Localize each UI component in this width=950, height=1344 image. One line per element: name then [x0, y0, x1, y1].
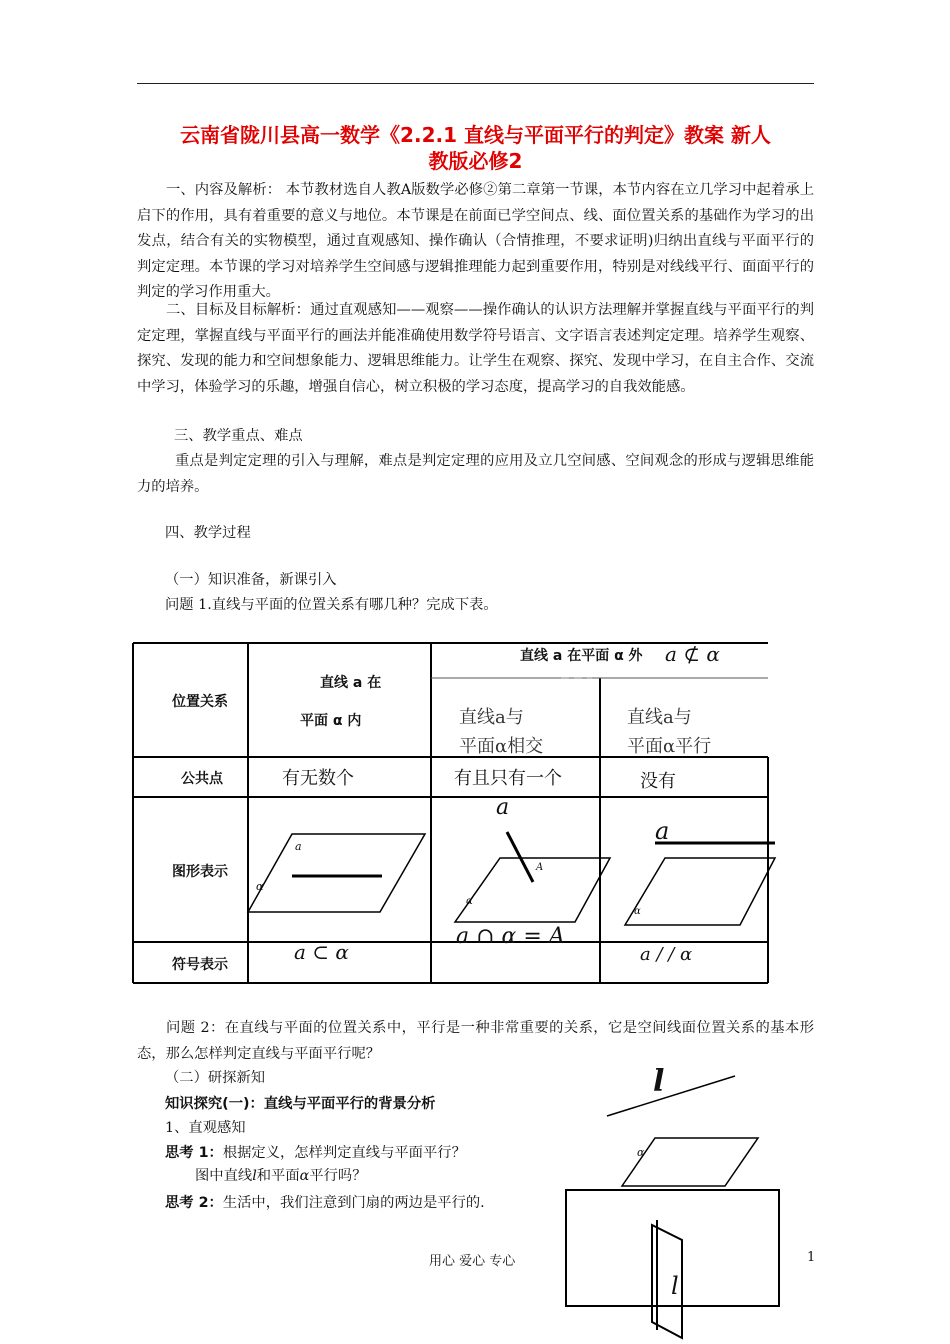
think-1-text2-a: 图中直线	[195, 1168, 253, 1184]
think-1-text: 根据定义，怎样判定直线与平面平行？	[222, 1145, 466, 1161]
label-a: a	[496, 795, 510, 820]
think-1-text2-b: 和平面	[256, 1168, 300, 1184]
row-label-symbol: 符号表示	[172, 957, 228, 973]
label-alpha: α	[256, 880, 264, 893]
section-goals: 二、目标及目标解析：通过直观感知——观察——操作确认的认识方法理解并掌握直线与平面平行的判定定理，掌握直线与平面平行的画法并能准确使用数学符号语言、文字语言表述判定定理。培养学生观察、探究、发现的能力和空间想象能力、逻辑思维能力。让学生在观察、探究、发现中学习，在自主合作、交流中学习，体验学习的乐趣，增强自信心，树立积极的学习态度，提高学习的自我效能感。	[137, 302, 814, 395]
header-parallel-line2: 平面α平行	[627, 736, 712, 757]
think-1-label: 思考 1：	[165, 1145, 223, 1161]
common-points-intersect: 有且只有一个	[454, 768, 562, 789]
item-intuitive-perception: 1、直观感知	[165, 1120, 246, 1136]
header-intersect-line2: 平面α相交	[459, 736, 544, 757]
subsection-explore-heading: （二）研探新知	[165, 1070, 266, 1086]
question-1: 问题 1.直线与平面的位置关系有哪几种？完成下表。	[165, 597, 498, 613]
subsection-preparation-heading: （一）知识准备，新课引入	[165, 572, 337, 588]
label-point-A: A	[536, 862, 544, 873]
label-a: a	[295, 840, 302, 853]
header-outside-plane: 直线 a 在平面 α 外	[520, 648, 643, 664]
header-in-plane-line2: 平面 α 内	[300, 713, 362, 729]
label-alpha: α	[466, 896, 473, 907]
think-2-text: 生活中，我们注意到门扇的两边是平行的.	[222, 1195, 485, 1211]
label-l: l	[653, 1064, 665, 1099]
section-process-heading: 四、教学过程	[165, 525, 251, 541]
think-1-alpha: α	[299, 1168, 310, 1184]
header-in-plane-line1: 直线 a 在	[320, 675, 382, 691]
row-label-position: 位置关系	[172, 694, 228, 710]
common-points-in-plane: 有无数个	[282, 768, 354, 789]
section-key-points-body: 重点是判定定理的引入与理解，难点是判定定理的应用及立几空间感、空间观念的形成与逻辑思维能力的培养。	[137, 453, 814, 495]
header-parallel-line1: 直线a与	[627, 707, 692, 728]
row-label-common-points: 公共点	[181, 771, 223, 787]
knowledge-explore-heading: 知识探究(一)：直线与平面平行的背景分析	[165, 1096, 436, 1112]
symbol-parallel: a / / α	[640, 944, 693, 965]
common-points-parallel: 没有	[640, 771, 676, 792]
question-2: 问题 2：在直线与平面的位置关系中，平行是一种非常重要的关系，它是空间线面位置关系的基本形态，那么怎样判定直线与平面平行呢？	[137, 1020, 814, 1062]
label-alpha: α	[634, 906, 641, 917]
footer-slogan: 用心 爱心 专心	[429, 1254, 516, 1269]
symbol-in-plane: a ⊂ α	[294, 940, 349, 964]
think-2-label: 思考 2：	[165, 1195, 223, 1211]
header-intersect-line1: 直线a与	[459, 707, 524, 728]
label-alpha: α	[637, 1146, 645, 1159]
line-l	[607, 1076, 735, 1116]
document-title-line1: 云南省陇川县高一数学《2.2.1 直线与平面平行的判定》教案 新人	[180, 123, 771, 147]
section-key-points-heading: 三、教学重点、难点	[174, 428, 303, 444]
label-a: a	[655, 817, 670, 845]
header-outside-symbol: a ⊄ α	[665, 642, 720, 666]
row-label-figure: 图形表示	[172, 864, 228, 880]
symbol-intersect: a ∩ α = A	[456, 924, 565, 949]
document-title-line2: 教版必修2	[428, 149, 523, 173]
door-label-l: l	[671, 1272, 679, 1300]
think-1-text2-c: 平行吗？	[309, 1168, 367, 1184]
section-content-analysis: 一、内容及解析： 本节教材选自人教A版数学必修②第二章第一节课，本节内容在立几学习中起着承上启下的作用，具有着重要的意义与地位。本节课是在前面已学空间点、线、面位置关系的基础作为学习的出发点，结合有关的实物模型，通过直观感知、操作确认（合情推理，不要求证明)归纳出直线与平面平行的判定定理。本节课的学习对培养学生空间感与逻辑推理能力起到重要作用，特别是对线线平行、面面平行的判定的学习作用重大。	[137, 182, 814, 301]
page-number: 1	[807, 1250, 816, 1265]
think-1-line-l: l	[252, 1168, 257, 1184]
